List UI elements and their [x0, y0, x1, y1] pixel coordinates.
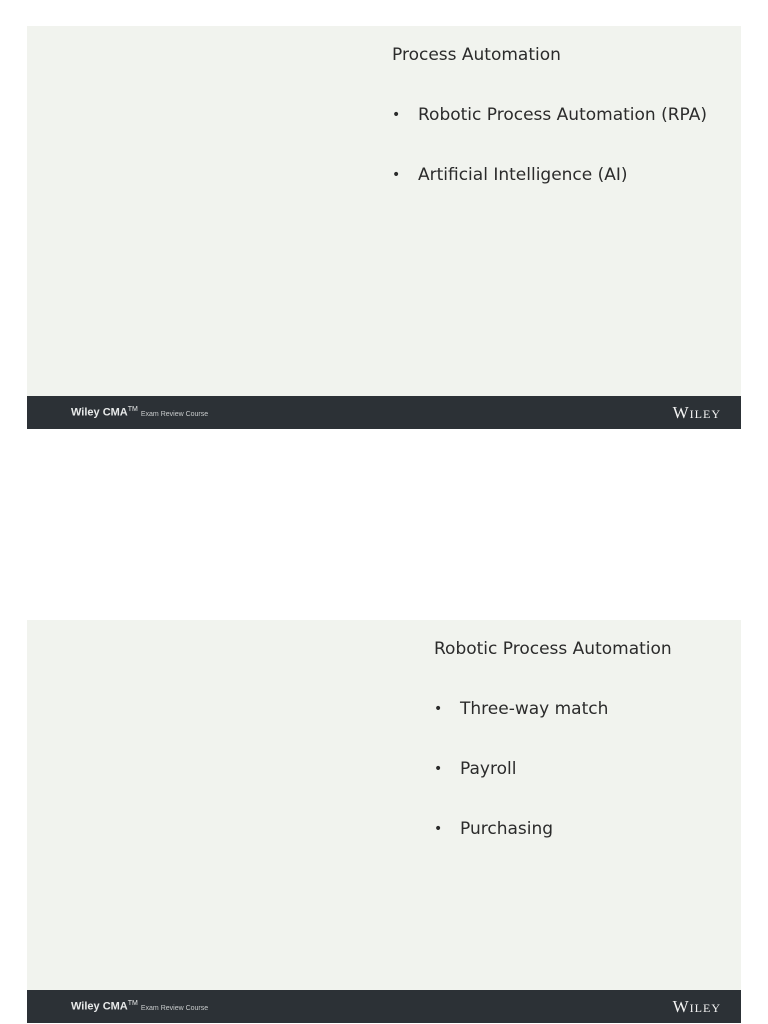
bullet-item [434, 818, 672, 840]
slide-title: Process Automation [392, 45, 561, 65]
slide-footer [27, 990, 741, 1023]
slide-content [392, 44, 707, 224]
wiley-logo: Wiley [672, 403, 721, 422]
slide-content [434, 638, 672, 878]
bullet-item [434, 698, 672, 720]
bullet-list [434, 698, 672, 840]
course-name: Wiley CMA [71, 1000, 128, 1013]
bullet-text: Robotic Process Automation (RPA) [418, 105, 707, 125]
course-name: Wiley CMA [71, 406, 128, 419]
wiley-logo: Wiley [672, 997, 721, 1016]
bullet-list [392, 104, 707, 186]
footer-course-label [71, 406, 208, 419]
bullet-item [392, 104, 707, 126]
bullet-dot-icon: • [434, 821, 443, 837]
bullet-item [434, 758, 672, 780]
bullet-text: Purchasing [460, 819, 554, 839]
bullet-item [392, 164, 707, 186]
slide-2 [27, 620, 741, 1023]
bullet-dot-icon: • [434, 701, 443, 717]
slide-footer [27, 396, 741, 429]
trademark-mark: TM [127, 406, 138, 413]
course-subtitle: Exam Review Course [140, 410, 209, 418]
bullet-dot-icon: • [392, 167, 401, 183]
course-subtitle: Exam Review Course [140, 1004, 209, 1012]
bullet-text: Three-way match [460, 699, 609, 719]
slide-body [27, 620, 741, 990]
slide-1 [27, 26, 741, 429]
trademark-mark: TM [127, 1000, 138, 1007]
slide-body [27, 26, 741, 396]
footer-course-label [71, 1000, 208, 1013]
bullet-dot-icon: • [434, 761, 443, 777]
bullet-text: Payroll [460, 759, 517, 779]
bullet-dot-icon: • [392, 107, 401, 123]
bullet-text: Artificial Intelligence (AI) [418, 165, 628, 185]
slide-title: Robotic Process Automation [434, 639, 672, 659]
